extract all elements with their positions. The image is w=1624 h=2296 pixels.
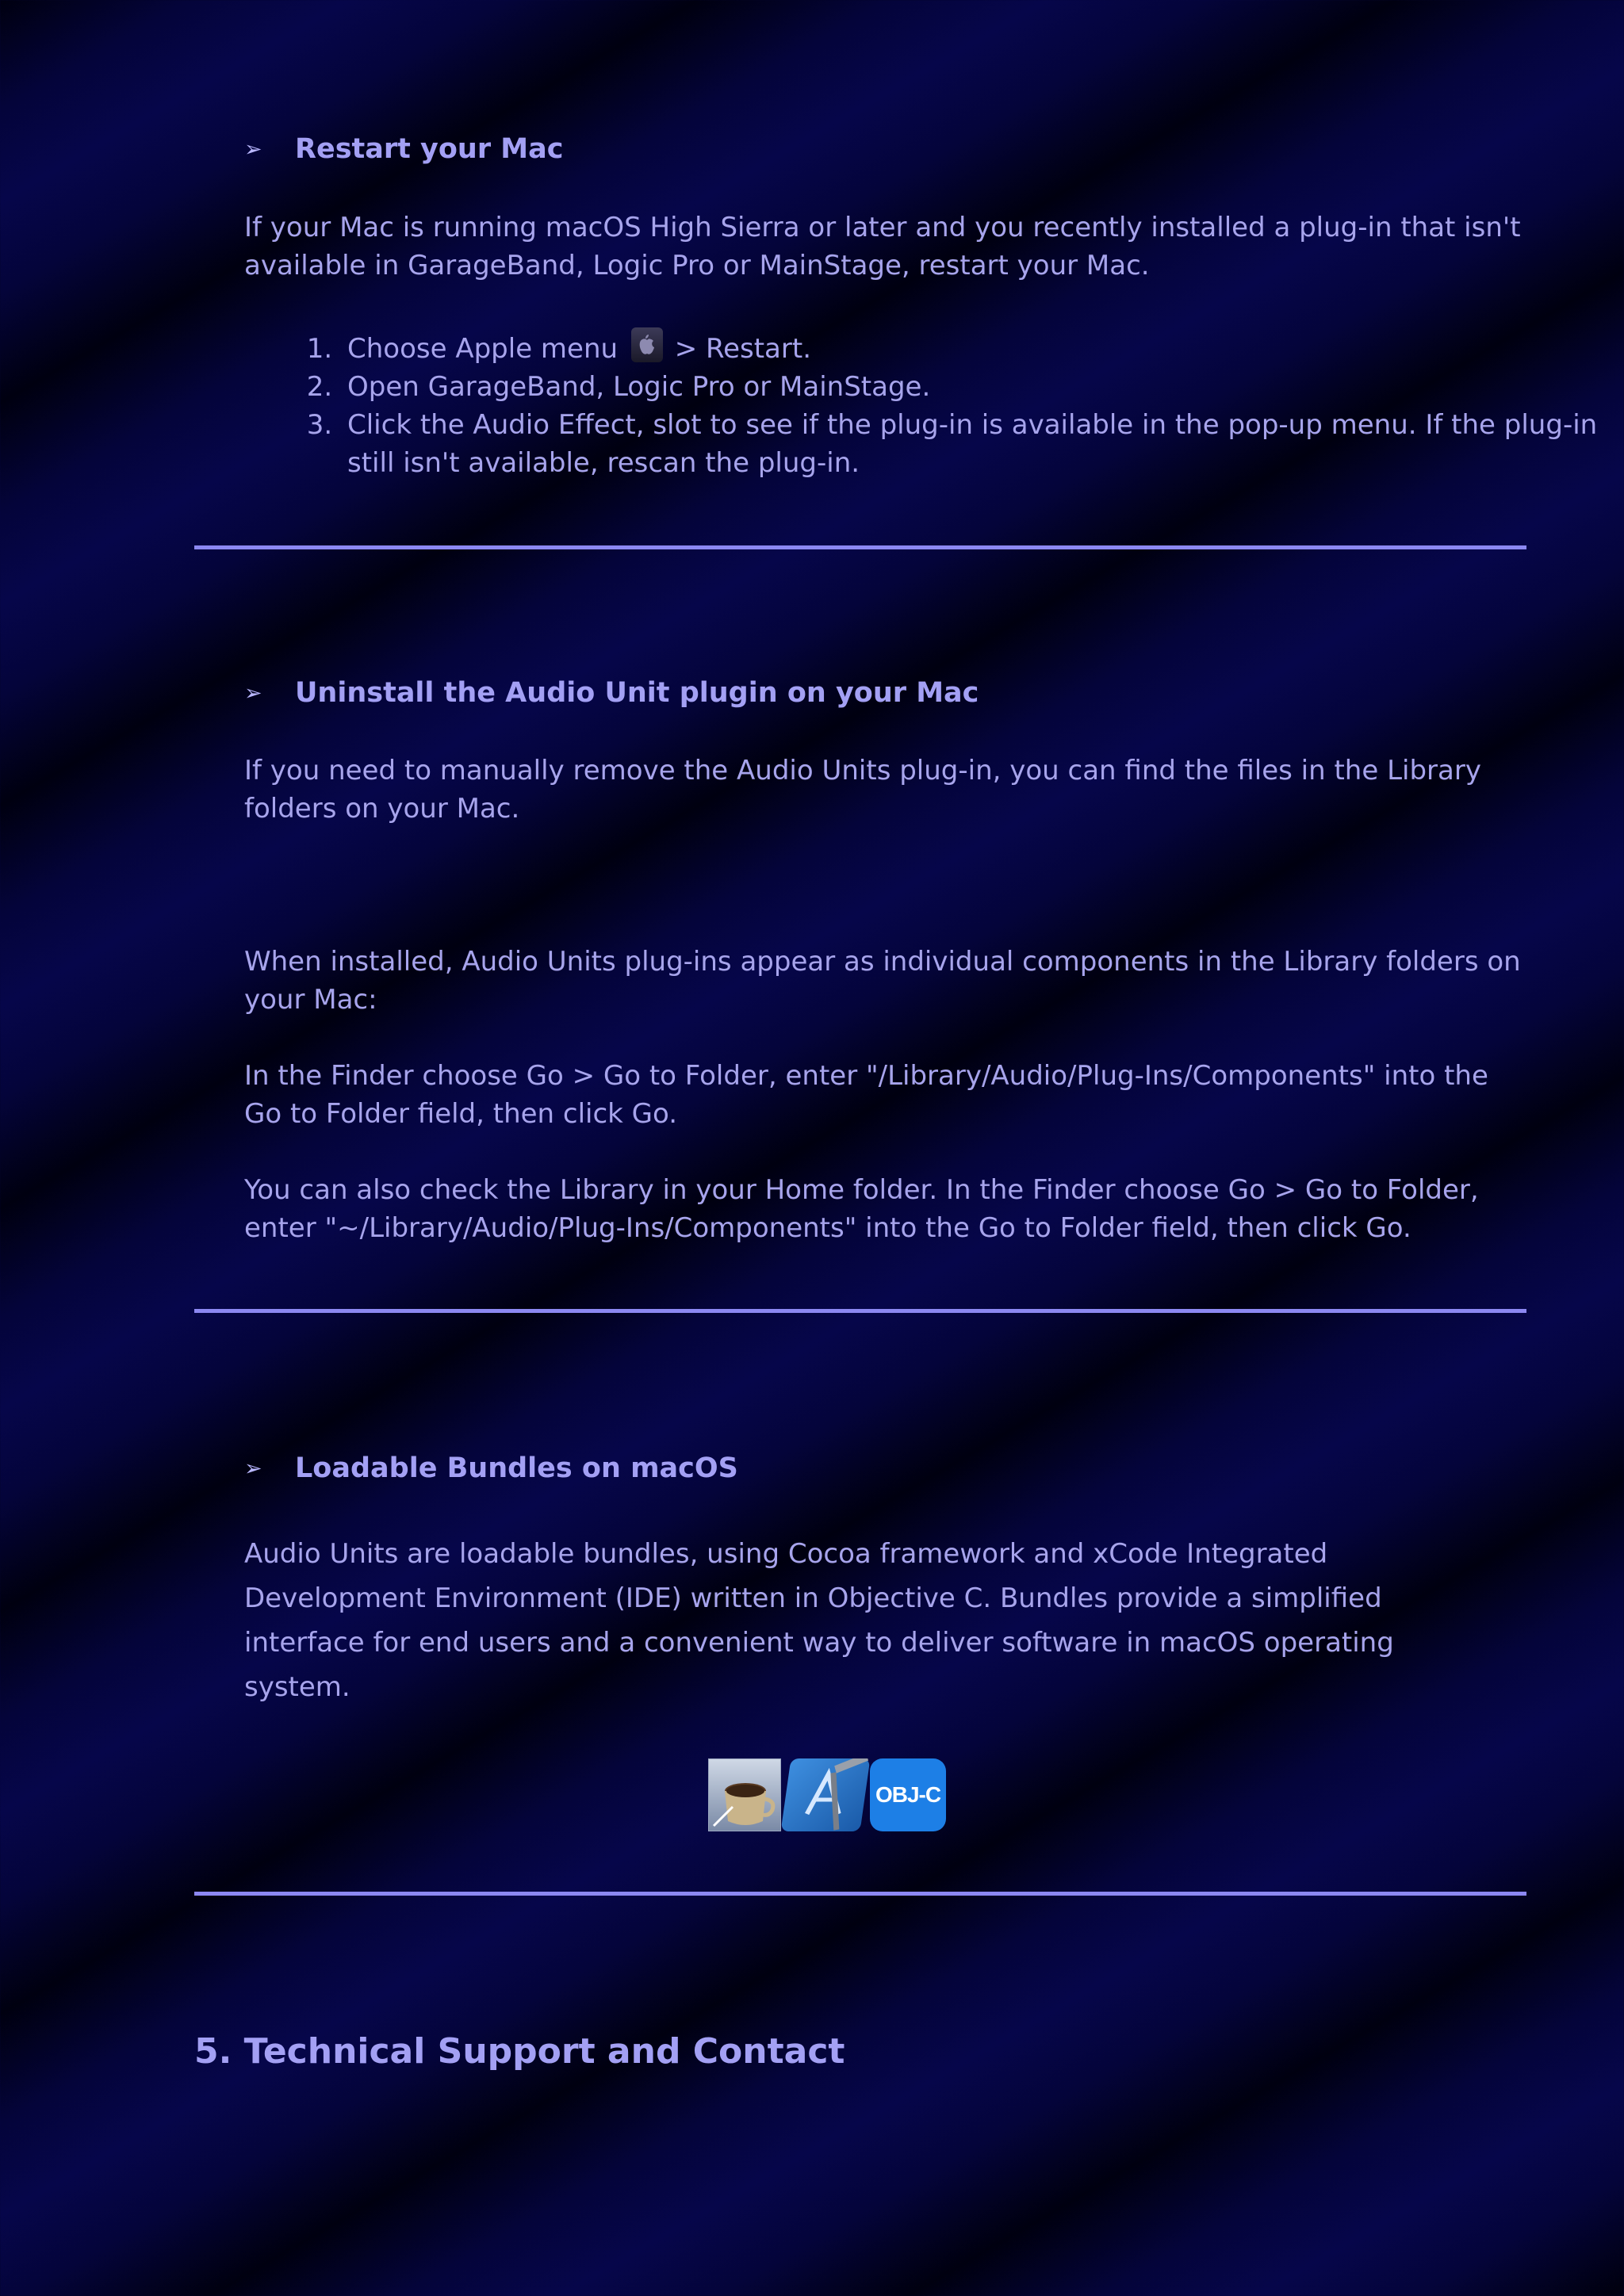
uninstall-p1: If you need to manually remove the Audio Units plug-in, you can find the files in the Library folders on your Mac. <box>244 755 1481 825</box>
bundle-icons-row <box>708 1758 946 1831</box>
restart-heading-row <box>244 133 563 165</box>
uninstall-p2: When installed, Audio Units plug-ins appear as individual components in the Library folders on your Mac: <box>244 946 1521 1016</box>
list-item: 2. Open GarageBand, Logic Pro or MainStage. <box>341 368 1624 406</box>
divider <box>194 1309 1526 1313</box>
restart-intro: If your Mac is running macOS High Sierra or later and you recently installed a plug-in that isn't available in GarageBand, Logic Pro or MainStage, restart your Mac. <box>244 212 1521 281</box>
bullet-arrow-icon: ➢ <box>244 1456 262 1481</box>
restart-heading: Restart your Mac <box>295 133 564 165</box>
cocoa-icon <box>708 1758 781 1831</box>
uninstall-heading-row <box>244 677 979 709</box>
divider <box>194 545 1526 549</box>
list-item <box>341 327 1624 368</box>
xcode-icon <box>781 1758 871 1831</box>
restart-steps-list <box>244 327 1624 482</box>
uninstall-heading: Uninstall the Audio Unit plugin on your Mac <box>295 677 979 709</box>
bullet-arrow-icon: ➢ <box>244 136 262 162</box>
bundles-heading: Loadable Bundles on macOS <box>295 1452 738 1484</box>
apple-menu-icon <box>631 327 663 362</box>
objc-icon: OBJ-C <box>870 1758 946 1831</box>
list-item: 3. Click the Audio Effect, slot to see if the plug-in is available in the pop-up menu. If the plug-in still isn't available, rescan the plug-in. <box>341 406 1624 482</box>
bundles-heading-row <box>244 1452 738 1484</box>
step1-text: Choose Apple menu <box>347 333 619 365</box>
divider <box>194 1892 1526 1896</box>
technical-support-heading: 5. Technical Support and Contact <box>194 2031 845 2072</box>
step1-after-text: > Restart. <box>674 333 811 365</box>
bullet-arrow-icon: ➢ <box>244 680 262 706</box>
uninstall-p4: You can also check the Library in your Home folder. In the Finder choose Go > Go to Folder, enter "~/Library/Audio/Plug-Ins/Components" into the Go to Folder field, then click Go. <box>244 1174 1479 1244</box>
bundles-p1: Audio Units are loadable bundles, using Cocoa framework and xCode Integrated Development Environment (IDE) written in Objective C. Bundles provide a simplified interface for end users and a convenient way to deliver software in macOS operating system. <box>244 1538 1394 1703</box>
uninstall-p3: In the Finder choose Go > Go to Folder, enter "/Library/Audio/Plug-Ins/Components" into the Go to Folder field, then click Go. <box>244 1060 1488 1130</box>
